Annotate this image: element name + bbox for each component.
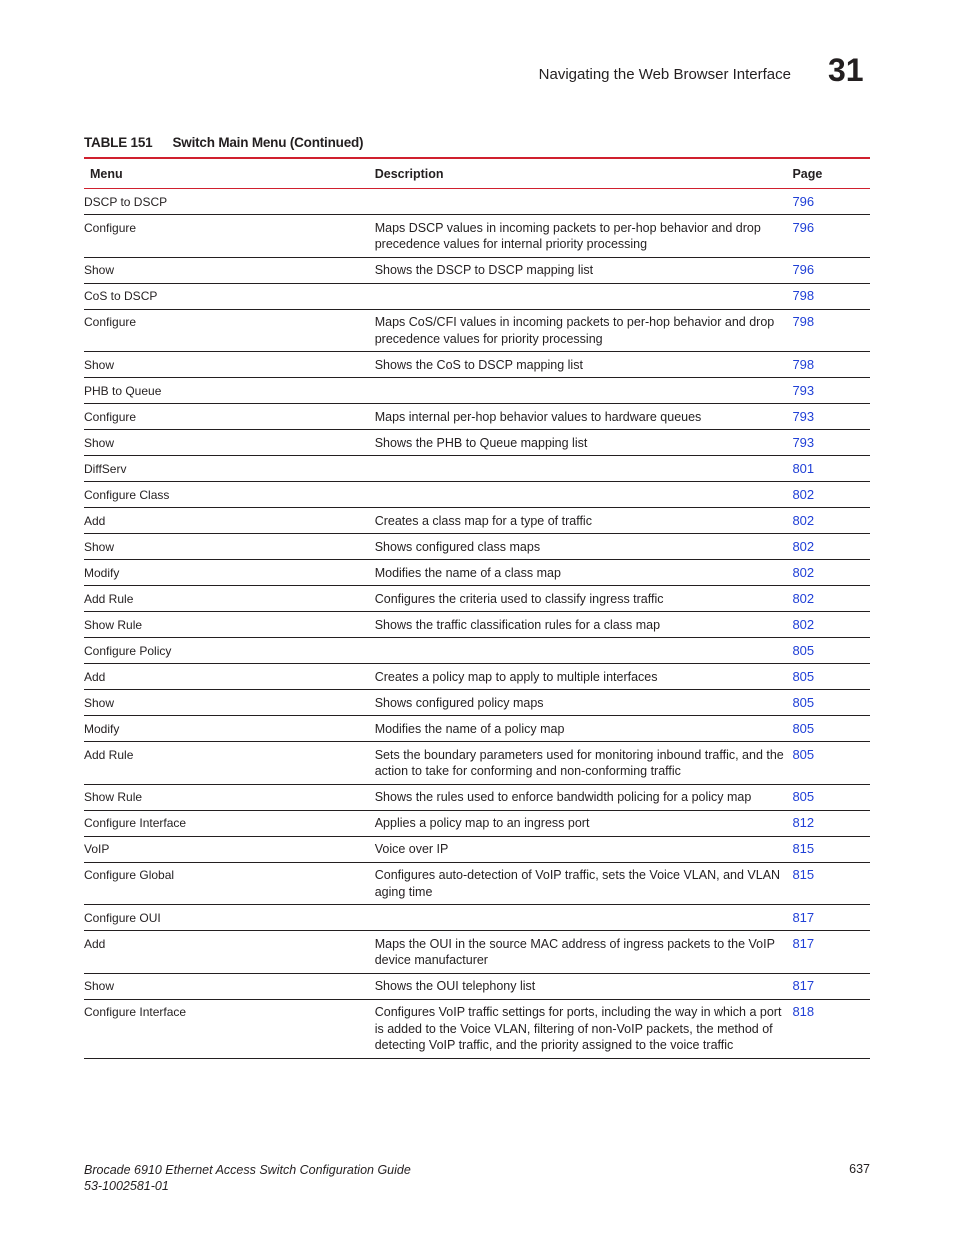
page-cell — [792, 862, 870, 905]
menu-cell — [84, 352, 375, 378]
menu-cell — [84, 430, 375, 456]
table-label: TABLE 151 — [84, 135, 153, 150]
menu-cell — [84, 283, 375, 309]
description-text: Shows the PHB to Queue mapping list — [374, 435, 588, 450]
page-cell — [792, 999, 870, 1058]
description-text — [375, 905, 793, 914]
menu-item-label: Configure Global — [84, 868, 175, 882]
page-cell — [792, 664, 870, 690]
page-cell — [792, 257, 870, 283]
menu-item-label: Configure Interface — [84, 816, 187, 830]
description-text: Modifies the name of a class map — [374, 565, 561, 580]
description-cell — [375, 612, 793, 638]
description-cell — [375, 999, 793, 1058]
description-cell — [375, 404, 793, 430]
description-cell — [375, 638, 793, 664]
table-header-row — [84, 158, 870, 189]
page-reference-link[interactable]: 796 — [792, 193, 815, 209]
description-text — [375, 638, 793, 647]
page-cell — [792, 560, 870, 586]
page-cell — [792, 309, 870, 352]
page-reference-link[interactable]: 802 — [792, 616, 815, 632]
table-row — [84, 742, 870, 785]
menu-item-label: Configure — [84, 315, 137, 329]
table-row — [84, 690, 870, 716]
table-row — [84, 309, 870, 352]
page-cell — [792, 690, 870, 716]
table-row — [84, 999, 870, 1058]
description-cell — [375, 742, 793, 785]
menu-item-label: Configure Class — [84, 487, 170, 502]
description-text: Shows configured policy maps — [374, 695, 544, 710]
chapter-number: 31 — [828, 52, 864, 88]
switch-main-menu-table — [84, 157, 870, 1059]
description-text: Shows the DSCP to DSCP mapping list — [374, 263, 594, 277]
menu-cell — [84, 309, 375, 352]
description-cell — [375, 430, 793, 456]
table-row — [84, 352, 870, 378]
page-reference-link[interactable]: 805 — [792, 694, 815, 710]
page-reference-link[interactable]: 793 — [792, 382, 815, 398]
page-reference-link[interactable]: 805 — [792, 789, 815, 804]
table-row — [84, 482, 870, 508]
table-row — [84, 430, 870, 456]
page-cell — [792, 973, 870, 999]
menu-item-label: Configure OUI — [84, 910, 161, 925]
description-text: Applies a policy map to an ingress port — [374, 816, 590, 830]
table-row — [84, 404, 870, 430]
table-row — [84, 283, 870, 309]
menu-item-label: PHB to Queue — [84, 383, 162, 398]
page-reference-link[interactable]: 796 — [792, 262, 815, 277]
table-row — [84, 716, 870, 742]
description-text: Maps DSCP values in incoming packets to per-hop behavior and drop precedence values for internal priority processing — [374, 220, 761, 251]
menu-cell — [84, 716, 375, 742]
description-cell — [375, 784, 793, 810]
menu-item-label: CoS to DSCP — [84, 289, 158, 303]
menu-cell — [84, 534, 375, 560]
footer-document-info — [84, 1162, 411, 1194]
table-row — [84, 862, 870, 905]
menu-item-label: Show Rule — [84, 617, 143, 632]
page-reference-link[interactable]: 802 — [792, 512, 815, 528]
table-caption — [84, 135, 363, 150]
column-header-description: Description — [375, 158, 793, 189]
description-cell — [375, 560, 793, 586]
page-cell — [792, 586, 870, 612]
menu-item-label: Configure Policy — [84, 643, 172, 658]
description-cell — [375, 862, 793, 905]
menu-cell — [84, 189, 375, 215]
table-row — [84, 931, 870, 974]
menu-item-label: Configure — [84, 220, 137, 235]
page-cell — [792, 612, 870, 638]
description-text: Configures auto-detection of VoIP traffic, sets the Voice VLAN, and VLAN aging time — [374, 868, 781, 899]
menu-cell — [84, 905, 375, 931]
description-cell — [375, 508, 793, 534]
table-row — [84, 612, 870, 638]
description-cell — [375, 931, 793, 974]
description-cell — [375, 189, 793, 215]
menu-cell — [84, 931, 375, 974]
menu-item-label: VoIP — [84, 842, 110, 856]
menu-item-label: Show — [84, 695, 115, 710]
description-text — [375, 482, 793, 491]
menu-item-label: Add — [84, 669, 106, 684]
page-reference-link[interactable]: 817 — [792, 909, 815, 925]
page-cell — [792, 716, 870, 742]
menu-cell — [84, 862, 375, 905]
table-row — [84, 638, 870, 664]
description-cell — [375, 810, 793, 836]
page-reference-link[interactable]: 796 — [792, 219, 815, 235]
menu-item-label: Show — [84, 357, 115, 372]
footer-doc-number: 53-1002581-01 — [84, 1179, 169, 1193]
menu-item-label: Add Rule — [84, 591, 134, 606]
table-row — [84, 189, 870, 215]
description-text: Voice over IP — [374, 842, 449, 856]
description-text — [375, 284, 793, 293]
description-cell — [375, 215, 793, 258]
description-text — [375, 189, 793, 198]
description-cell — [375, 586, 793, 612]
page-reference-link[interactable]: 798 — [792, 356, 815, 372]
menu-cell — [84, 586, 375, 612]
page-cell — [792, 905, 870, 931]
page-reference-link[interactable]: 805 — [792, 642, 815, 658]
page-reference-link[interactable]: 801 — [792, 460, 815, 476]
table-row — [84, 378, 870, 404]
menu-cell — [84, 999, 375, 1058]
description-cell — [375, 905, 793, 931]
menu-item-label: Configure — [84, 409, 137, 424]
page-reference-link[interactable]: 793 — [792, 434, 815, 450]
menu-item-label: Show — [84, 435, 115, 450]
description-text — [375, 456, 793, 465]
table-row — [84, 560, 870, 586]
menu-item-label: Add — [84, 513, 106, 528]
table-title: Switch Main Menu (Continued) — [172, 135, 364, 150]
table-row — [84, 456, 870, 482]
description-text: Shows the traffic classification rules for a class map — [374, 617, 661, 632]
page-cell — [792, 404, 870, 430]
page-reference-link[interactable]: 815 — [792, 841, 815, 856]
page-reference-link[interactable]: 802 — [792, 538, 815, 554]
menu-cell — [84, 836, 375, 862]
table-row — [84, 973, 870, 999]
description-cell — [375, 836, 793, 862]
page-reference-link[interactable]: 812 — [792, 815, 815, 830]
table-row — [84, 257, 870, 283]
footer-doc-title: Brocade 6910 Ethernet Access Switch Configuration Guide — [84, 1163, 411, 1177]
page-reference-link[interactable]: 798 — [792, 288, 815, 303]
table-row — [84, 586, 870, 612]
page-cell — [792, 931, 870, 974]
description-text: Maps CoS/CFI values in incoming packets to per-hop behavior and drop precedence values for priority processing — [374, 315, 775, 346]
menu-item-label: Show — [84, 263, 115, 277]
menu-item-label: Configure Interface — [84, 1005, 187, 1019]
description-cell — [375, 716, 793, 742]
page-reference-link[interactable]: 793 — [792, 408, 815, 424]
description-text: Configures VoIP traffic settings for ports, including the way in which a port is added to the Voice VLAN, filtering of non-VoIP packets, the method of detecting VoIP traffic, and the priority assigned to the voice traffic — [374, 1005, 782, 1052]
description-text: Shows the OUI telephony list — [374, 979, 536, 993]
footer-page-number: 637 — [849, 1162, 870, 1176]
description-text: Maps the OUI in the source MAC address of ingress packets to the VoIP device manufacturer — [374, 936, 775, 967]
table-row — [84, 905, 870, 931]
menu-cell — [84, 508, 375, 534]
menu-cell — [84, 690, 375, 716]
description-text: Modifies the name of a policy map — [374, 721, 565, 736]
page-reference-link[interactable]: 817 — [792, 935, 815, 951]
menu-cell — [84, 378, 375, 404]
menu-item-label: Show Rule — [84, 790, 143, 804]
page-reference-link[interactable]: 805 — [792, 720, 815, 736]
page-cell — [792, 283, 870, 309]
description-cell — [375, 482, 793, 508]
description-text: Shows configured class maps — [374, 539, 541, 554]
menu-item-label: Modify — [84, 565, 120, 580]
table-row — [84, 810, 870, 836]
page-cell — [792, 742, 870, 785]
menu-cell — [84, 257, 375, 283]
running-header-title: Navigating the Web Browser Interface — [538, 66, 791, 83]
description-cell — [375, 664, 793, 690]
menu-cell — [84, 482, 375, 508]
description-text: Sets the boundary parameters used for monitoring inbound traffic, and the action to take for conforming and non-conforming traffic — [374, 747, 784, 778]
menu-cell — [84, 810, 375, 836]
page-cell — [792, 638, 870, 664]
description-cell — [375, 352, 793, 378]
description-text: Shows the rules used to enforce bandwidth policing for a policy map — [374, 790, 752, 804]
description-text: Maps internal per-hop behavior values to hardware queues — [374, 409, 702, 424]
page-cell — [792, 508, 870, 534]
menu-item-label: DiffServ — [84, 461, 127, 476]
page-reference-link[interactable]: 818 — [792, 1004, 815, 1019]
menu-cell — [84, 742, 375, 785]
page-reference-link[interactable]: 817 — [792, 978, 815, 993]
page-cell — [792, 378, 870, 404]
table-body — [84, 189, 870, 1059]
table-row — [84, 215, 870, 258]
page-reference-link[interactable]: 815 — [792, 867, 815, 882]
menu-item-label: DSCP to DSCP — [84, 194, 168, 209]
description-cell — [375, 257, 793, 283]
menu-cell — [84, 215, 375, 258]
page-cell — [792, 836, 870, 862]
page-reference-link[interactable]: 802 — [792, 590, 815, 606]
description-text: Shows the CoS to DSCP mapping list — [374, 357, 583, 372]
page-cell — [792, 215, 870, 258]
menu-item-label: Show — [84, 539, 115, 554]
description-text: Configures the criteria used to classify ingress traffic — [374, 591, 664, 606]
table-row — [84, 836, 870, 862]
column-header-menu: Menu — [84, 158, 375, 189]
description-text: Creates a policy map to apply to multiple interfaces — [374, 669, 658, 684]
page-reference-link[interactable]: 802 — [792, 564, 815, 580]
menu-cell — [84, 560, 375, 586]
page-cell — [792, 482, 870, 508]
menu-cell — [84, 638, 375, 664]
description-text: Creates a class map for a type of traffic — [374, 513, 592, 528]
menu-cell — [84, 612, 375, 638]
menu-cell — [84, 973, 375, 999]
page-cell — [792, 456, 870, 482]
menu-item-label: Add — [84, 936, 106, 951]
description-cell — [375, 309, 793, 352]
menu-cell — [84, 456, 375, 482]
description-cell — [375, 283, 793, 309]
page-cell — [792, 784, 870, 810]
description-cell — [375, 456, 793, 482]
table-row — [84, 508, 870, 534]
description-cell — [375, 378, 793, 404]
table-row — [84, 784, 870, 810]
description-cell — [375, 690, 793, 716]
page-cell — [792, 352, 870, 378]
page-reference-link[interactable]: 798 — [792, 314, 815, 329]
page-reference-link[interactable]: 805 — [792, 746, 815, 762]
menu-cell — [84, 404, 375, 430]
menu-item-label: Modify — [84, 721, 120, 736]
page-reference-link[interactable]: 805 — [792, 668, 815, 684]
page-reference-link[interactable]: 802 — [792, 486, 815, 502]
table-row — [84, 664, 870, 690]
page-cell — [792, 430, 870, 456]
page-cell — [792, 534, 870, 560]
menu-item-label: Show — [84, 979, 115, 993]
menu-cell — [84, 664, 375, 690]
page-cell — [792, 810, 870, 836]
page-cell — [792, 189, 870, 215]
description-cell — [375, 534, 793, 560]
column-header-page: Page — [792, 158, 870, 189]
menu-cell — [84, 784, 375, 810]
description-text — [375, 378, 793, 387]
table-row — [84, 534, 870, 560]
description-cell — [375, 973, 793, 999]
menu-item-label: Add Rule — [84, 747, 134, 762]
